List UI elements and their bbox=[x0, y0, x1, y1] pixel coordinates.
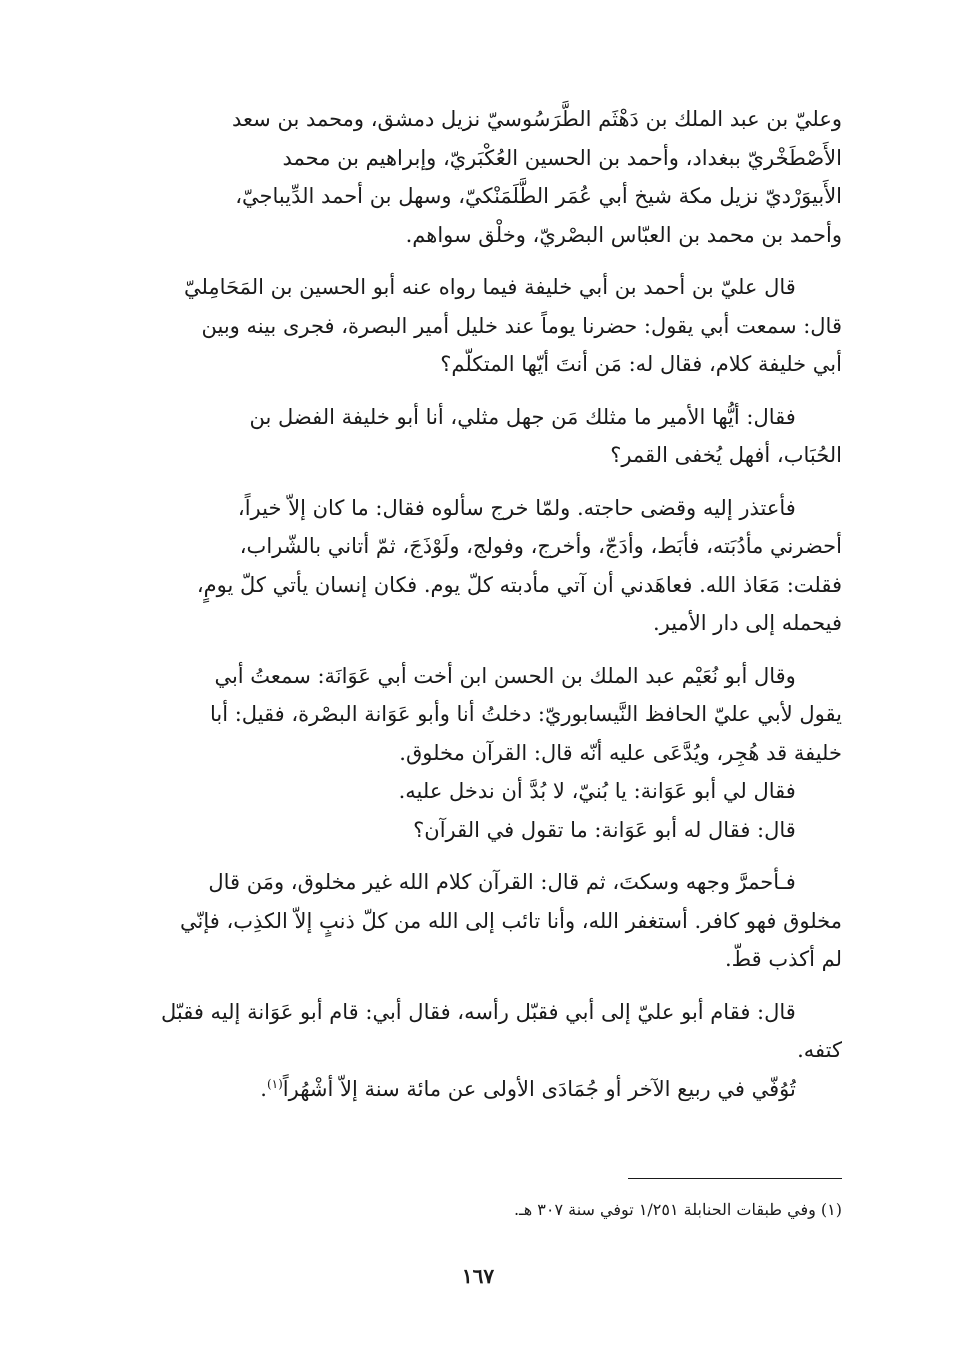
text-line: قال: فقام أبو عليّ إلى أبي فقبّل رأسه، فقال أبي: قام أبو عَوَانة إليه فقبّل bbox=[160, 999, 796, 1024]
page-number: ١٦٧ bbox=[461, 1264, 495, 1288]
text-line: أبي خليفة كلام، فقال له: مَن أنتَ أيّها المتكلّم؟ bbox=[440, 352, 842, 376]
text-line: مخلوق فهو كافر. أستغفر الله، وأنا تائب إلى الله من كلّ ذنبٍ إلاّ الكذِب، فإنّي bbox=[179, 908, 842, 933]
text-line: وعليّ بن عبد الملك بن دَهْثَم الطَّرَسُوسيّ نزيل دمشق، ومحمد بن سعد bbox=[232, 107, 842, 131]
text-span: . bbox=[260, 1076, 267, 1101]
text-line: فقال لي أبو عَوَانة: يا بُنيّ، لا بُدَّ أن ندخل عليه. bbox=[398, 779, 796, 803]
paragraph-1 bbox=[122, 100, 842, 254]
paragraph-7 bbox=[122, 993, 842, 1070]
text-line: كتفه. bbox=[797, 1038, 842, 1062]
paragraph-gap bbox=[122, 475, 842, 489]
text-line: الحُبَاب، أفهل يُخفى القمر؟ bbox=[610, 443, 842, 467]
footnote-reference[interactable]: (١) bbox=[266, 1076, 283, 1091]
text-line: الأَبيوَرْديّ نزيل مكة شيخ أبي عُمَر الطَّلَمَنْكيّ، وسهل بن أحمد الدِّيباجيّ، bbox=[235, 184, 842, 208]
text-line: يقول لأبي عليّ الحافظ النَّيسابوريّ: دخلتُ أنا وأبو عَوَانة البصْرة، فقيل: أبا bbox=[209, 702, 842, 726]
text-line: قال: سمعت أبي يقول: حضرنا يوماً عند خليل أمير البصرة، فجرى بينه وبين bbox=[201, 313, 842, 338]
paragraph-gap bbox=[122, 384, 842, 398]
paragraph-8 bbox=[122, 1070, 842, 1109]
text-line bbox=[122, 1070, 842, 1109]
text-line: قال عليّ بن أحمد بن أبي خليفة فيما رواه عنه أبو الحسين بن المَحَامِليّ bbox=[183, 275, 796, 299]
text-line: وأحمد بن محمد بن العبّاس البصْريّ، وخلْق سواهم. bbox=[405, 222, 842, 247]
paragraph-2 bbox=[122, 268, 842, 384]
text-line: لم أكذب قطّ. bbox=[725, 947, 842, 971]
paragraph-gap bbox=[122, 849, 842, 863]
footnote: (١) وفي طبقات الحنابلة ١/٢٥١ توفي سنة ٣٠٧ هـ. bbox=[513, 1200, 842, 1219]
paragraph-gap bbox=[122, 979, 842, 993]
text-line: الأَصْطَخْريّ ببغداد، وأحمد بن الحسين العُكْبَريّ، وإبراهيم بن محمد bbox=[282, 145, 842, 170]
text-line: وقال أبو نُعَيْم عبد الملك بن الحسن ابن أخت أبي عَوَانَة: سمعتُ أبي bbox=[214, 663, 796, 688]
text-line: فـأحمرَّ وجهه وسكتَ، ثم قال: القرآن كلام الله غير مخلوق، ومَن قال bbox=[208, 870, 796, 894]
paragraph-gap bbox=[122, 254, 842, 268]
text-line: فأعتذر إليه وقضى حاجته. ولمّا خرج سألوه فقال: ما كان إلاّ خيراً، bbox=[237, 495, 796, 520]
text-line: خليفة قد هُجِر، ويُدَّعَى عليه أنّه قال: القرآن مخلوق. bbox=[399, 740, 842, 765]
text-line: أحضرني مأدُبَته، فأبَط، وأدَجّ، وأخرج، وفولج، ولَوْذَجَ، ثمّ أتاني بالشّراب، bbox=[239, 534, 842, 558]
text-span: تُوُفّي في ربيع الآخر أو جُمَادَى الأولى عن مائة سنة إلاّ أشْهُراً bbox=[282, 1076, 796, 1101]
paragraph-gap bbox=[122, 643, 842, 657]
page-body bbox=[122, 100, 842, 1108]
paragraph-3 bbox=[122, 398, 842, 475]
text-line: فقلت: مَعَاذ الله. فعاهَدني أن آتي مأدبته كلّ يوم. فكان إنسان يأتي كلّ يومٍ، bbox=[196, 572, 842, 597]
text-line: قال: فقال له أبو عَوَانة: ما تقول في القرآن؟ bbox=[413, 817, 796, 842]
paragraph-5 bbox=[122, 657, 842, 850]
paragraph-6 bbox=[122, 863, 842, 979]
footnote-divider bbox=[628, 1178, 842, 1179]
paragraph-4 bbox=[122, 489, 842, 643]
text-line: فقال: أيُّها الأمير ما مثلك مَن جهل مثلي، أنا أبو خليفة الفضل بن bbox=[249, 404, 796, 429]
text-line: فيحمله إلى دار الأمير. bbox=[652, 611, 842, 635]
